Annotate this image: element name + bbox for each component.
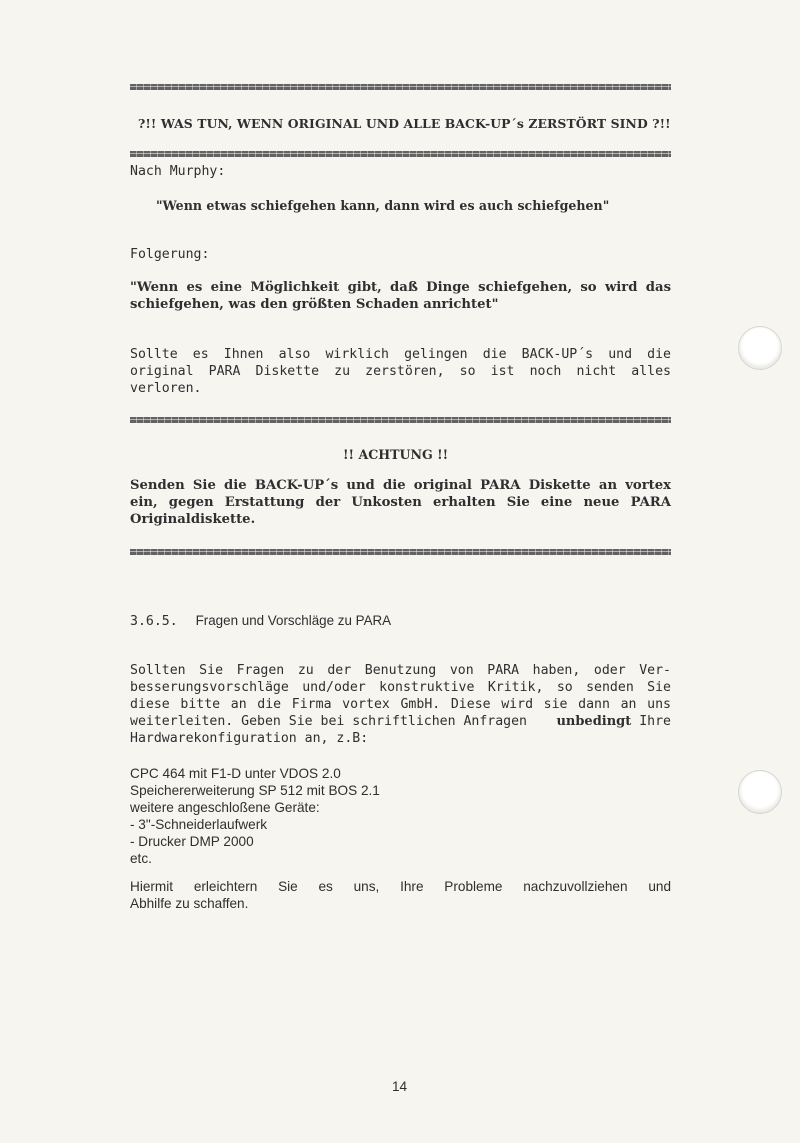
consolation-line: Sollte es Ihnen also wirklich gelingen die BACK-UP´s und die [130, 347, 671, 362]
consolation-line: original PARA Diskette zu zerstören, so ist noch nicht alles [130, 364, 671, 379]
separator-rule [130, 417, 671, 423]
page-heading: ?!! WAS TUN, WENN ORIGINAL UND ALLE BACK-UP´s ZERSTÖRT SIND ?!! [138, 116, 671, 131]
example-line: Speichererweiterung SP 512 mit BOS 2.1 [130, 783, 380, 798]
attention-title: !! ACHTUNG !! [343, 447, 449, 462]
attention-line: Senden Sie die BACK-UP´s und die original PARA Diskette an vortex [130, 478, 671, 493]
consolation-line: verloren. [130, 381, 202, 396]
questions-line: diese bitte an die Firma vortex GmbH. Diese wird sie dann an uns [130, 697, 671, 712]
murphy-quote: "Wenn etwas schiefgehen kann, dann wird es auch schiefgehen" [156, 198, 610, 213]
murphy-intro: Nach Murphy: [130, 164, 226, 179]
conclusion-line: schiefgehen, was den größten Schaden anrichtet" [130, 297, 499, 312]
questions-line: weiterleiten. Geben Sie bei schriftlichen Anfragen [130, 714, 527, 729]
consolation-paragraph [130, 346, 671, 397]
conclusion-line: "Wenn es eine Möglichkeit gibt, daß Dinge schiefgehen, so wird das [130, 280, 671, 295]
questions-last-line: Hardwarekonfiguration an, z.B: [130, 731, 369, 746]
conclusion-quote [130, 279, 671, 313]
section-title: Fragen und Vorschläge zu PARA [195, 613, 392, 628]
attention-line: Originaldiskette. [130, 512, 256, 527]
questions-paragraph [130, 662, 671, 747]
punch-hole-bottom [738, 770, 782, 814]
example-line: - Drucker DMP 2000 [130, 834, 254, 849]
conclusion-label: Folgerung: [130, 247, 210, 262]
separator-rule [130, 84, 671, 90]
separator-rule [130, 151, 671, 157]
hardware-example [130, 765, 671, 867]
page-number: 14 [392, 1079, 408, 1094]
closing-paragraph [130, 878, 671, 912]
example-line: weitere angeschloßene Geräte: [130, 800, 320, 815]
example-line: etc. [130, 851, 152, 866]
questions-line: Sollten Sie Fragen zu der Benutzung von PARA haben, oder Ver- [130, 663, 671, 678]
emphasis-word: unbedingt [556, 714, 632, 729]
closing-line: Hiermit erleichtern Sie es uns, Ihre Probleme nachzuvollziehen und [130, 879, 671, 894]
punch-hole-top [738, 326, 782, 370]
example-line: CPC 464 mit F1-D unter VDOS 2.0 [130, 766, 341, 781]
section-heading [130, 612, 391, 630]
closing-line: Abhilfe zu schaffen. [130, 896, 249, 911]
questions-tail: Ihre [639, 714, 671, 729]
example-line: - 3"-Schneiderlaufwerk [130, 817, 268, 832]
attention-paragraph [130, 477, 671, 528]
questions-line: besserungsvorschläge und/oder konstruktive Kritik, so senden Sie [130, 680, 671, 695]
questions-line-emphasis [130, 713, 671, 730]
separator-rule [130, 549, 671, 555]
section-number: 3.6.5. [130, 614, 178, 629]
attention-line: ein, gegen Erstattung der Unkosten erhalten Sie eine neue PARA [130, 495, 671, 510]
